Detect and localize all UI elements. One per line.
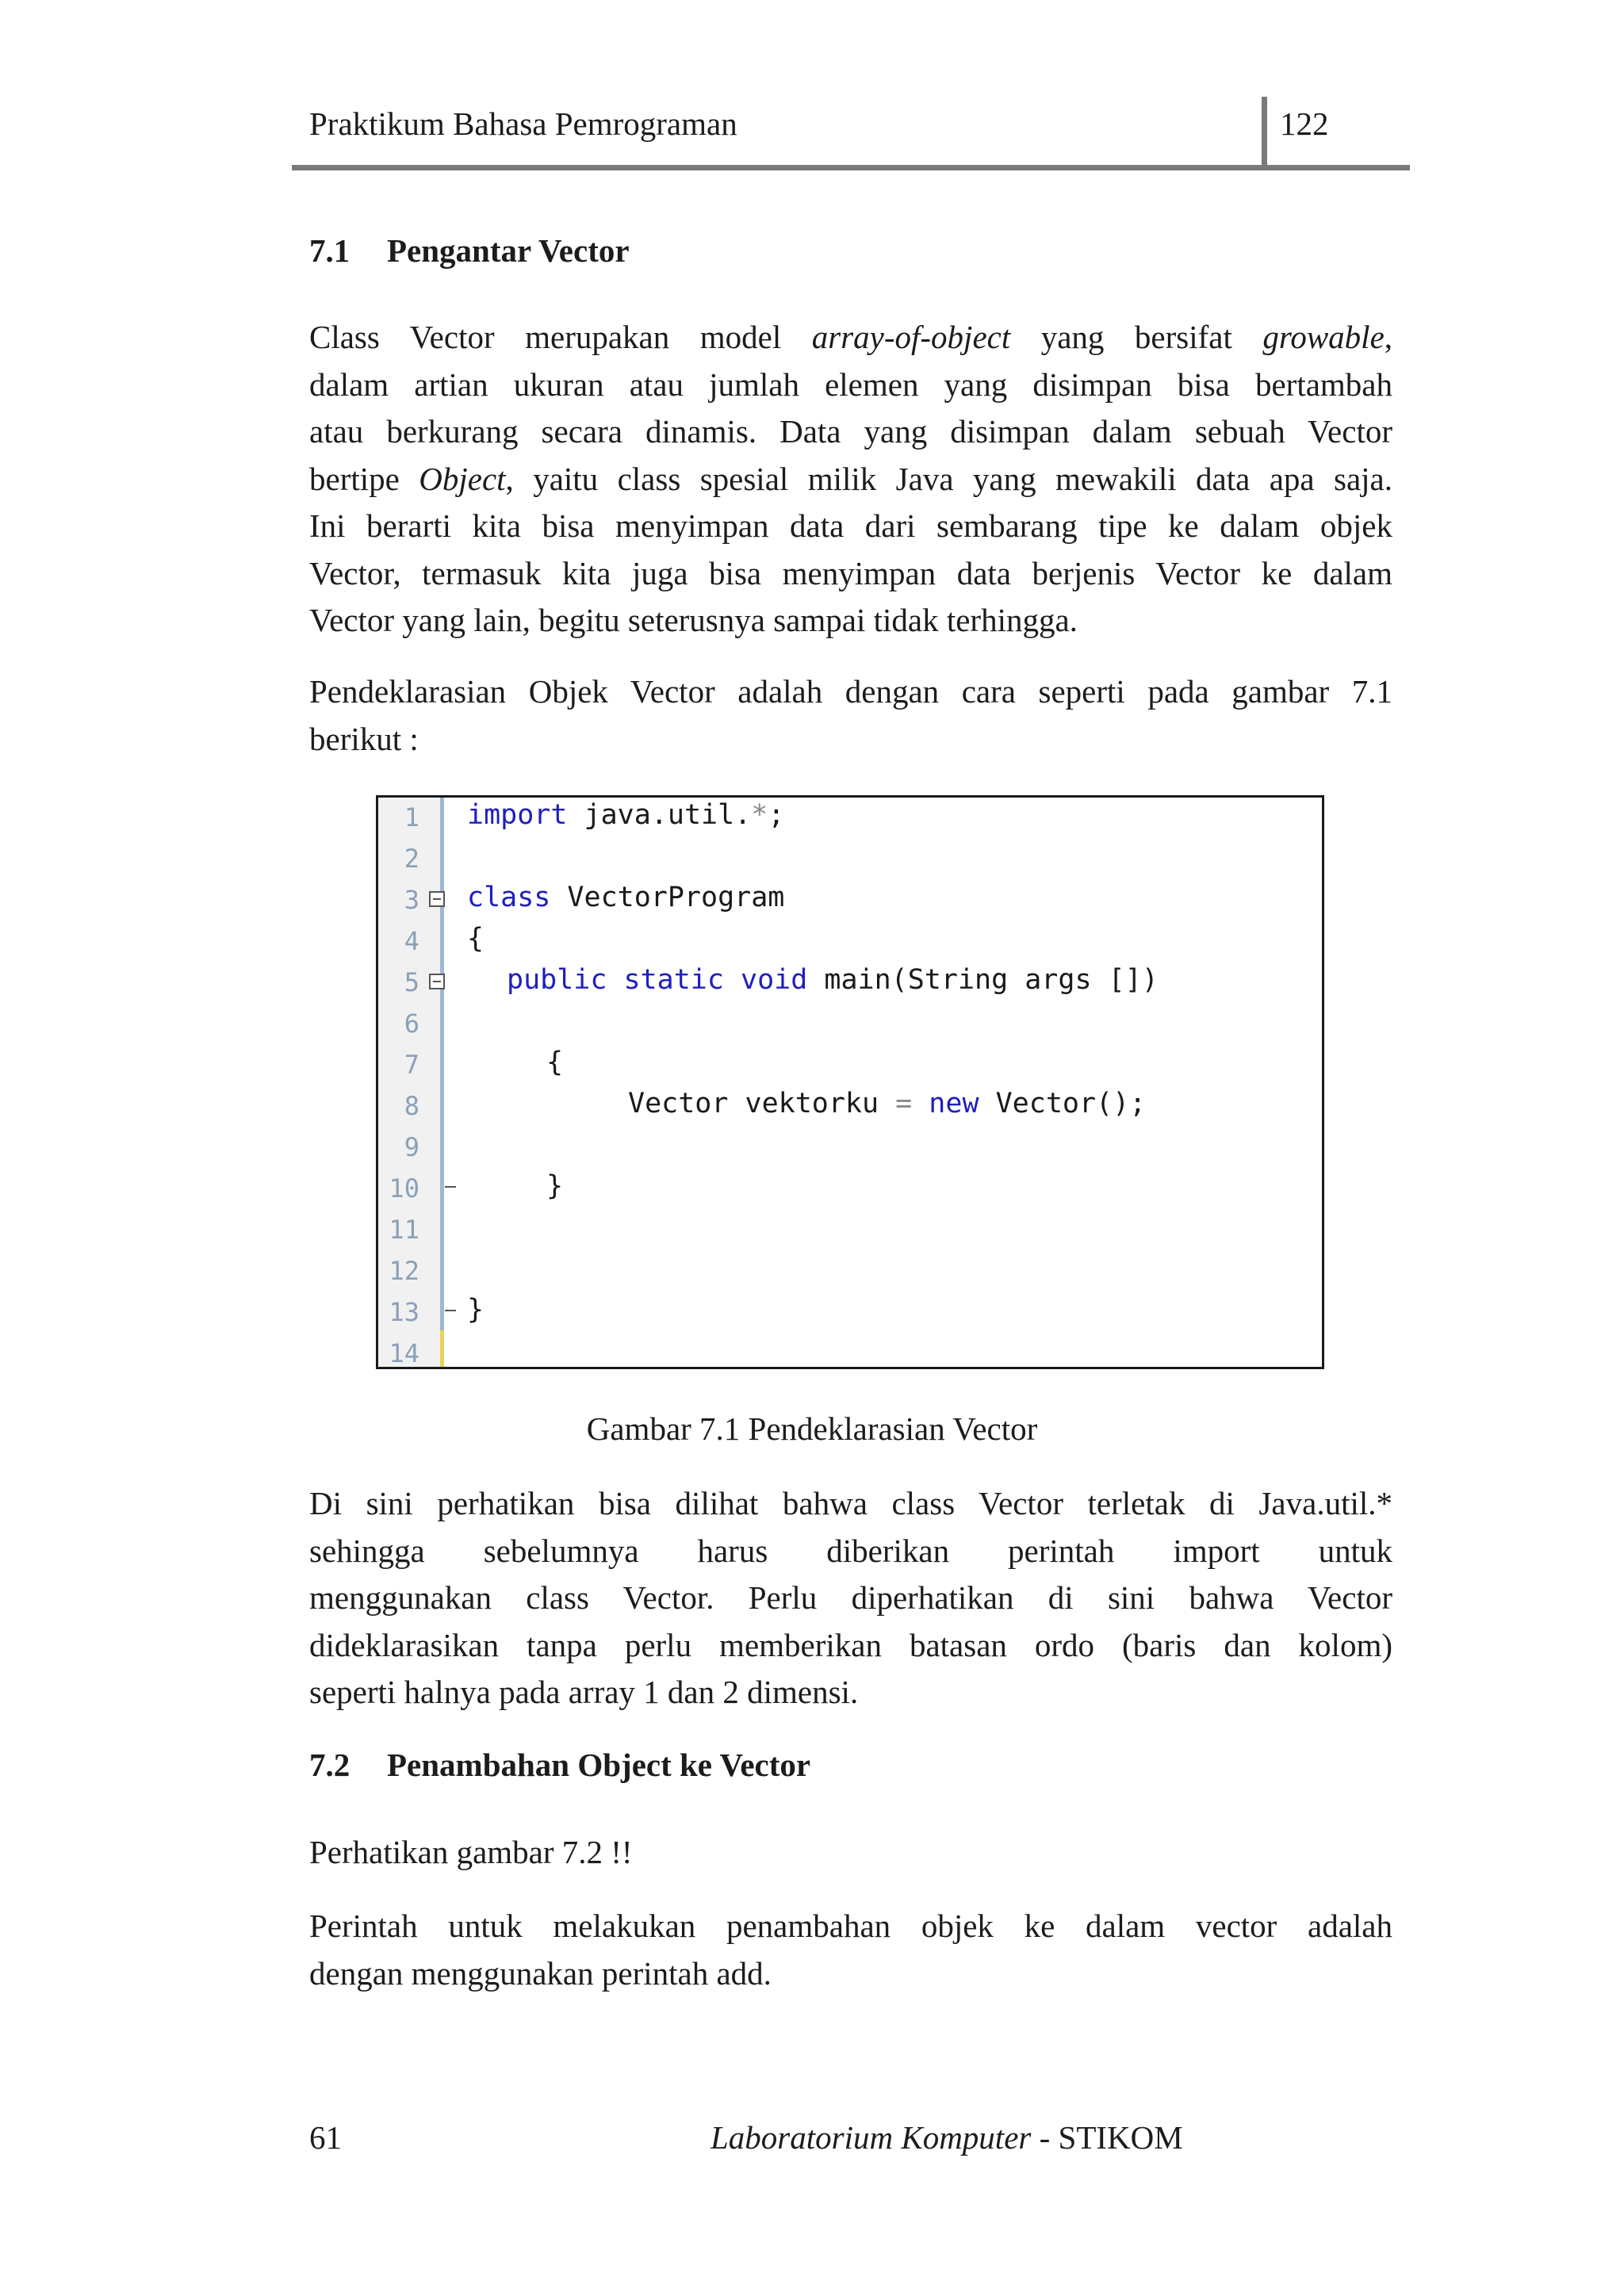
header-rule bbox=[292, 165, 1410, 170]
section-title: Pengantar Vector bbox=[387, 232, 630, 269]
code-line-1: import java.util.*; bbox=[467, 799, 785, 831]
figure-caption: Gambar 7.1 Pendeklarasian Vector bbox=[586, 1410, 1038, 1447]
code-line-7: { bbox=[546, 1047, 564, 1078]
paragraph-declaration bbox=[309, 668, 1392, 763]
text-line: Di sini perhatikan bisa dilihat bahwa class Vector terletak di Java.util.* bbox=[309, 1485, 1392, 1521]
section-number: 7.2 bbox=[309, 1747, 350, 1783]
line-number: 6 bbox=[404, 1008, 419, 1039]
text-line: Vector, termasuk kita juga bisa menyimpan data berjenis Vector ke dalam bbox=[309, 554, 1392, 591]
fold-collapse-icon[interactable] bbox=[429, 891, 445, 907]
text-line: sehingga sebelumnya harus diberikan perintah import untuk bbox=[309, 1532, 1392, 1569]
line-number: 14 bbox=[389, 1338, 419, 1368]
running-header-title: Praktikum Bahasa Pemrograman bbox=[309, 105, 737, 142]
line-number: 4 bbox=[404, 926, 419, 956]
text-line: Perintah untuk melakukan penambahan objek ke dalam vector adalah bbox=[309, 1908, 1392, 1944]
text-line: Ini berarti kita bisa menyimpan data dari sembarang tipe ke dalam objek bbox=[309, 507, 1392, 544]
paragraph-see-figure: Perhatikan gambar 7.2 !! bbox=[309, 1834, 633, 1870]
line-number: 1 bbox=[404, 802, 419, 832]
line-number: 12 bbox=[389, 1256, 419, 1286]
section-number: 7.1 bbox=[309, 232, 350, 269]
line-number: 5 bbox=[404, 967, 419, 997]
code-line-5: public static void main(String args []) bbox=[507, 964, 1159, 996]
text-line: dalam artian ukuran atau jumlah elemen yang disimpan bisa bertambah bbox=[309, 365, 1392, 403]
paragraph-intro bbox=[309, 314, 1392, 645]
header-divider bbox=[1262, 97, 1267, 168]
text-line: berikut : bbox=[309, 720, 419, 757]
code-line-13: } bbox=[467, 1294, 485, 1326]
section-title: Penambahan Object ke Vector bbox=[387, 1747, 811, 1783]
section-heading-7-2 bbox=[309, 1746, 810, 1784]
paragraph-add-command bbox=[309, 1903, 1392, 1997]
fold-end-icon bbox=[445, 1310, 456, 1311]
code-line-3: class VectorProgram bbox=[467, 882, 785, 913]
text-line: Vector yang lain, begitu seterusnya sampai tidak terhingga. bbox=[309, 602, 1078, 638]
code-figure bbox=[376, 795, 1324, 1369]
line-number: 13 bbox=[389, 1297, 419, 1327]
section-heading-7-1 bbox=[309, 232, 630, 270]
code-line-4: { bbox=[467, 923, 485, 955]
footer-lab-name: Laboratorium Komputer - STIKOM bbox=[710, 2119, 1183, 2156]
fold-collapse-icon[interactable] bbox=[429, 974, 445, 989]
text-line: bertipe Object, yaitu class spesial milik Java yang mewakili data apa saja. bbox=[309, 460, 1392, 497]
text-line: dengan menggunakan perintah add. bbox=[309, 1954, 772, 1992]
paragraph-explanation bbox=[309, 1480, 1392, 1716]
text-line: Pendeklarasian Objek Vector adalah dengan cara seperti pada gambar 7.1 bbox=[309, 673, 1392, 710]
text-line: Class Vector merupakan model array-of-object yang bersifat growable, bbox=[309, 319, 1393, 355]
text-line: menggunakan class Vector. Perlu diperhatikan di sini bahwa Vector bbox=[309, 1579, 1392, 1616]
code-line-10: } bbox=[546, 1170, 564, 1202]
code-line-8: Vector vektorku = new Vector(); bbox=[628, 1088, 1147, 1119]
text-line: seperti halnya pada array 1 dan 2 dimensi. bbox=[309, 1674, 859, 1710]
header-page-number: 122 bbox=[1280, 105, 1329, 142]
fold-end-icon bbox=[445, 1186, 456, 1188]
line-number: 11 bbox=[389, 1215, 419, 1245]
line-number: 8 bbox=[404, 1091, 419, 1121]
line-number: 9 bbox=[404, 1132, 419, 1162]
text-line: atau berkurang secara dinamis. Data yang disimpan dalam sebuah Vector bbox=[309, 413, 1392, 450]
line-number: 3 bbox=[404, 885, 419, 915]
line-number: 7 bbox=[404, 1050, 419, 1080]
text-line: dideklarasikan tanpa perlu memberikan batasan ordo (baris dan kolom) bbox=[309, 1626, 1392, 1663]
gutter-divider bbox=[440, 798, 444, 1367]
current-line-marker bbox=[440, 1330, 444, 1369]
line-number: 2 bbox=[404, 844, 419, 874]
line-number: 10 bbox=[389, 1173, 419, 1203]
footer-page-number: 61 bbox=[309, 2119, 342, 2156]
